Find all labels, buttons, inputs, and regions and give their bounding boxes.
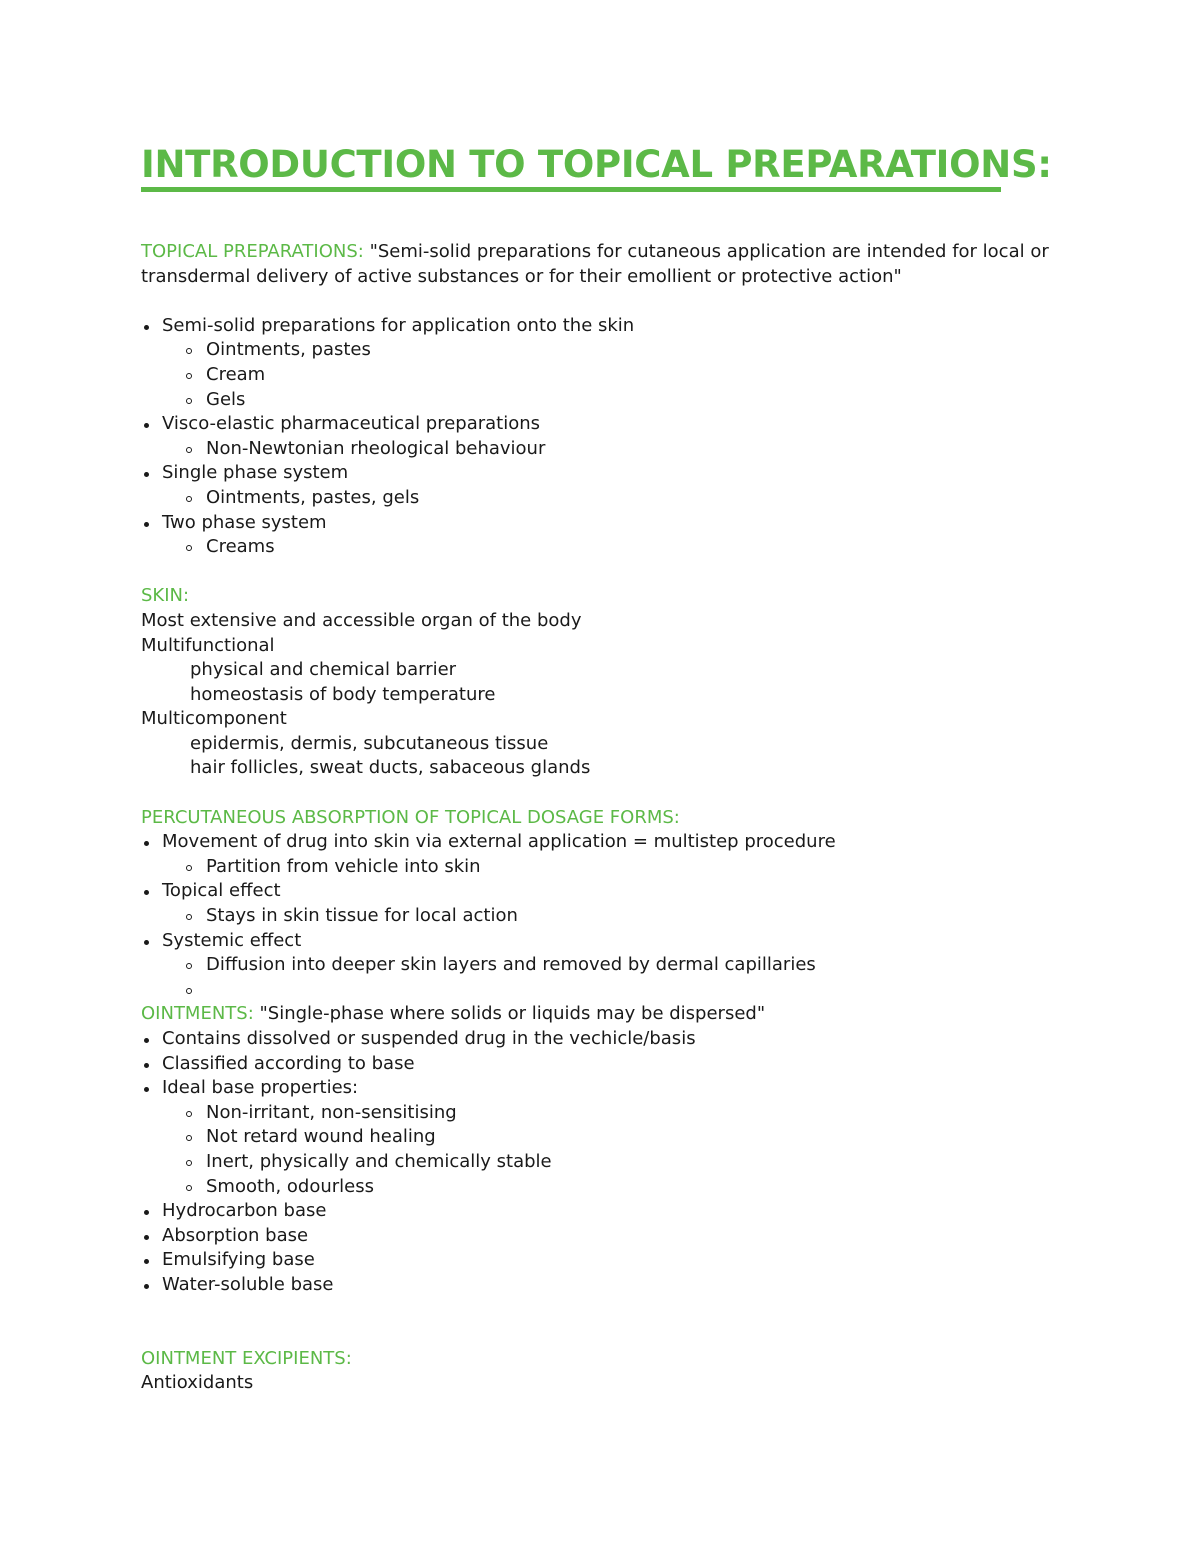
list-item: Contains dissolved or suspended drug in the vechicle/basis [141,1027,1101,1052]
list-item: Emulsifying base [141,1248,1101,1273]
list-item: Two phase system [141,511,1101,536]
skin-multicomponent: Multicomponent [141,708,287,730]
list-item: Movement of drug into skin via external application = multistep procedure [141,830,1101,855]
skin-function: physical and chemical barrier [190,659,457,681]
sub-list-item: Partition from vehicle into skin [141,855,1101,880]
excipients-heading: OINTMENT EXCIPIENTS: [141,1347,352,1369]
ointments-definition-text: "Single-phase where solids or liquids may be dispersed" [253,1003,766,1025]
list-item: Single phase system [141,461,1101,486]
sub-list-item: Inert, physically and chemically stable [141,1150,1101,1175]
sub-list-item: Non-irritant, non-sensitising [141,1101,1101,1126]
list-item: Hydrocarbon base [141,1199,1101,1224]
percutaneous-list [141,830,1101,1002]
topical-definition-text: "Semi-solid preparations for cutaneous application are intended for local or transdermal delivery of active substances or for their emollient or protective action" [141,241,1049,287]
sub-list-item: Ointments, pastes [141,338,1101,363]
list-item: Topical effect [141,879,1101,904]
list-item: Systemic effect [141,929,1101,954]
list-item: Ideal base properties: [141,1076,1101,1101]
ointments-heading: OINTMENTS: [141,1003,254,1025]
list-item: Visco-elastic pharmaceutical preparations [141,412,1101,437]
list-item: Semi-solid preparations for application onto the skin [141,314,1101,339]
topical-heading: TOPICAL PREPARATIONS: [141,241,364,262]
skin-component: epidermis, dermis, subcutaneous tissue [190,732,549,754]
skin-multifunctional: Multifunctional [141,634,275,656]
list-item: Water-soluble base [141,1273,1101,1298]
sub-list-item: Creams [141,535,1101,560]
document-page [141,140,1101,1396]
list-item: Absorption base [141,1224,1101,1249]
sub-list-item: Gels [141,388,1101,413]
sub-list-item: Stays in skin tissue for local action [141,904,1101,929]
sub-list-item: Ointments, pastes, gels [141,486,1101,511]
ointments-list [141,1027,1101,1298]
sub-list-item: Diffusion into deeper skin layers and removed by dermal capillaries [141,953,1101,978]
skin-component: hair follicles, sweat ducts, sabaceous glands [190,757,591,779]
skin-heading: SKIN: [141,585,190,607]
topical-definition [141,240,1101,289]
skin-line: Most extensive and accessible organ of the body [141,609,582,631]
ointments-definition [141,1002,1101,1027]
document-body [141,240,1101,1396]
sub-list-item: Cream [141,363,1101,388]
topical-list [141,314,1101,560]
sub-list-item: Non-Newtonian rheological behaviour [141,437,1101,462]
page-title: INTRODUCTION TO TOPICAL PREPARATIONS: [141,143,1052,186]
sub-list-item [141,978,1101,1003]
skin-function: homeostasis of body temperature [190,683,496,705]
list-item: Classified according to base [141,1052,1101,1077]
sub-list-item: Not retard wound healing [141,1125,1101,1150]
sub-list-item: Smooth, odourless [141,1175,1101,1200]
percutaneous-heading: PERCUTANEOUS ABSORPTION OF TOPICAL DOSAGE FORMS: [141,806,680,828]
excipients-line: Antioxidants [141,1372,254,1394]
